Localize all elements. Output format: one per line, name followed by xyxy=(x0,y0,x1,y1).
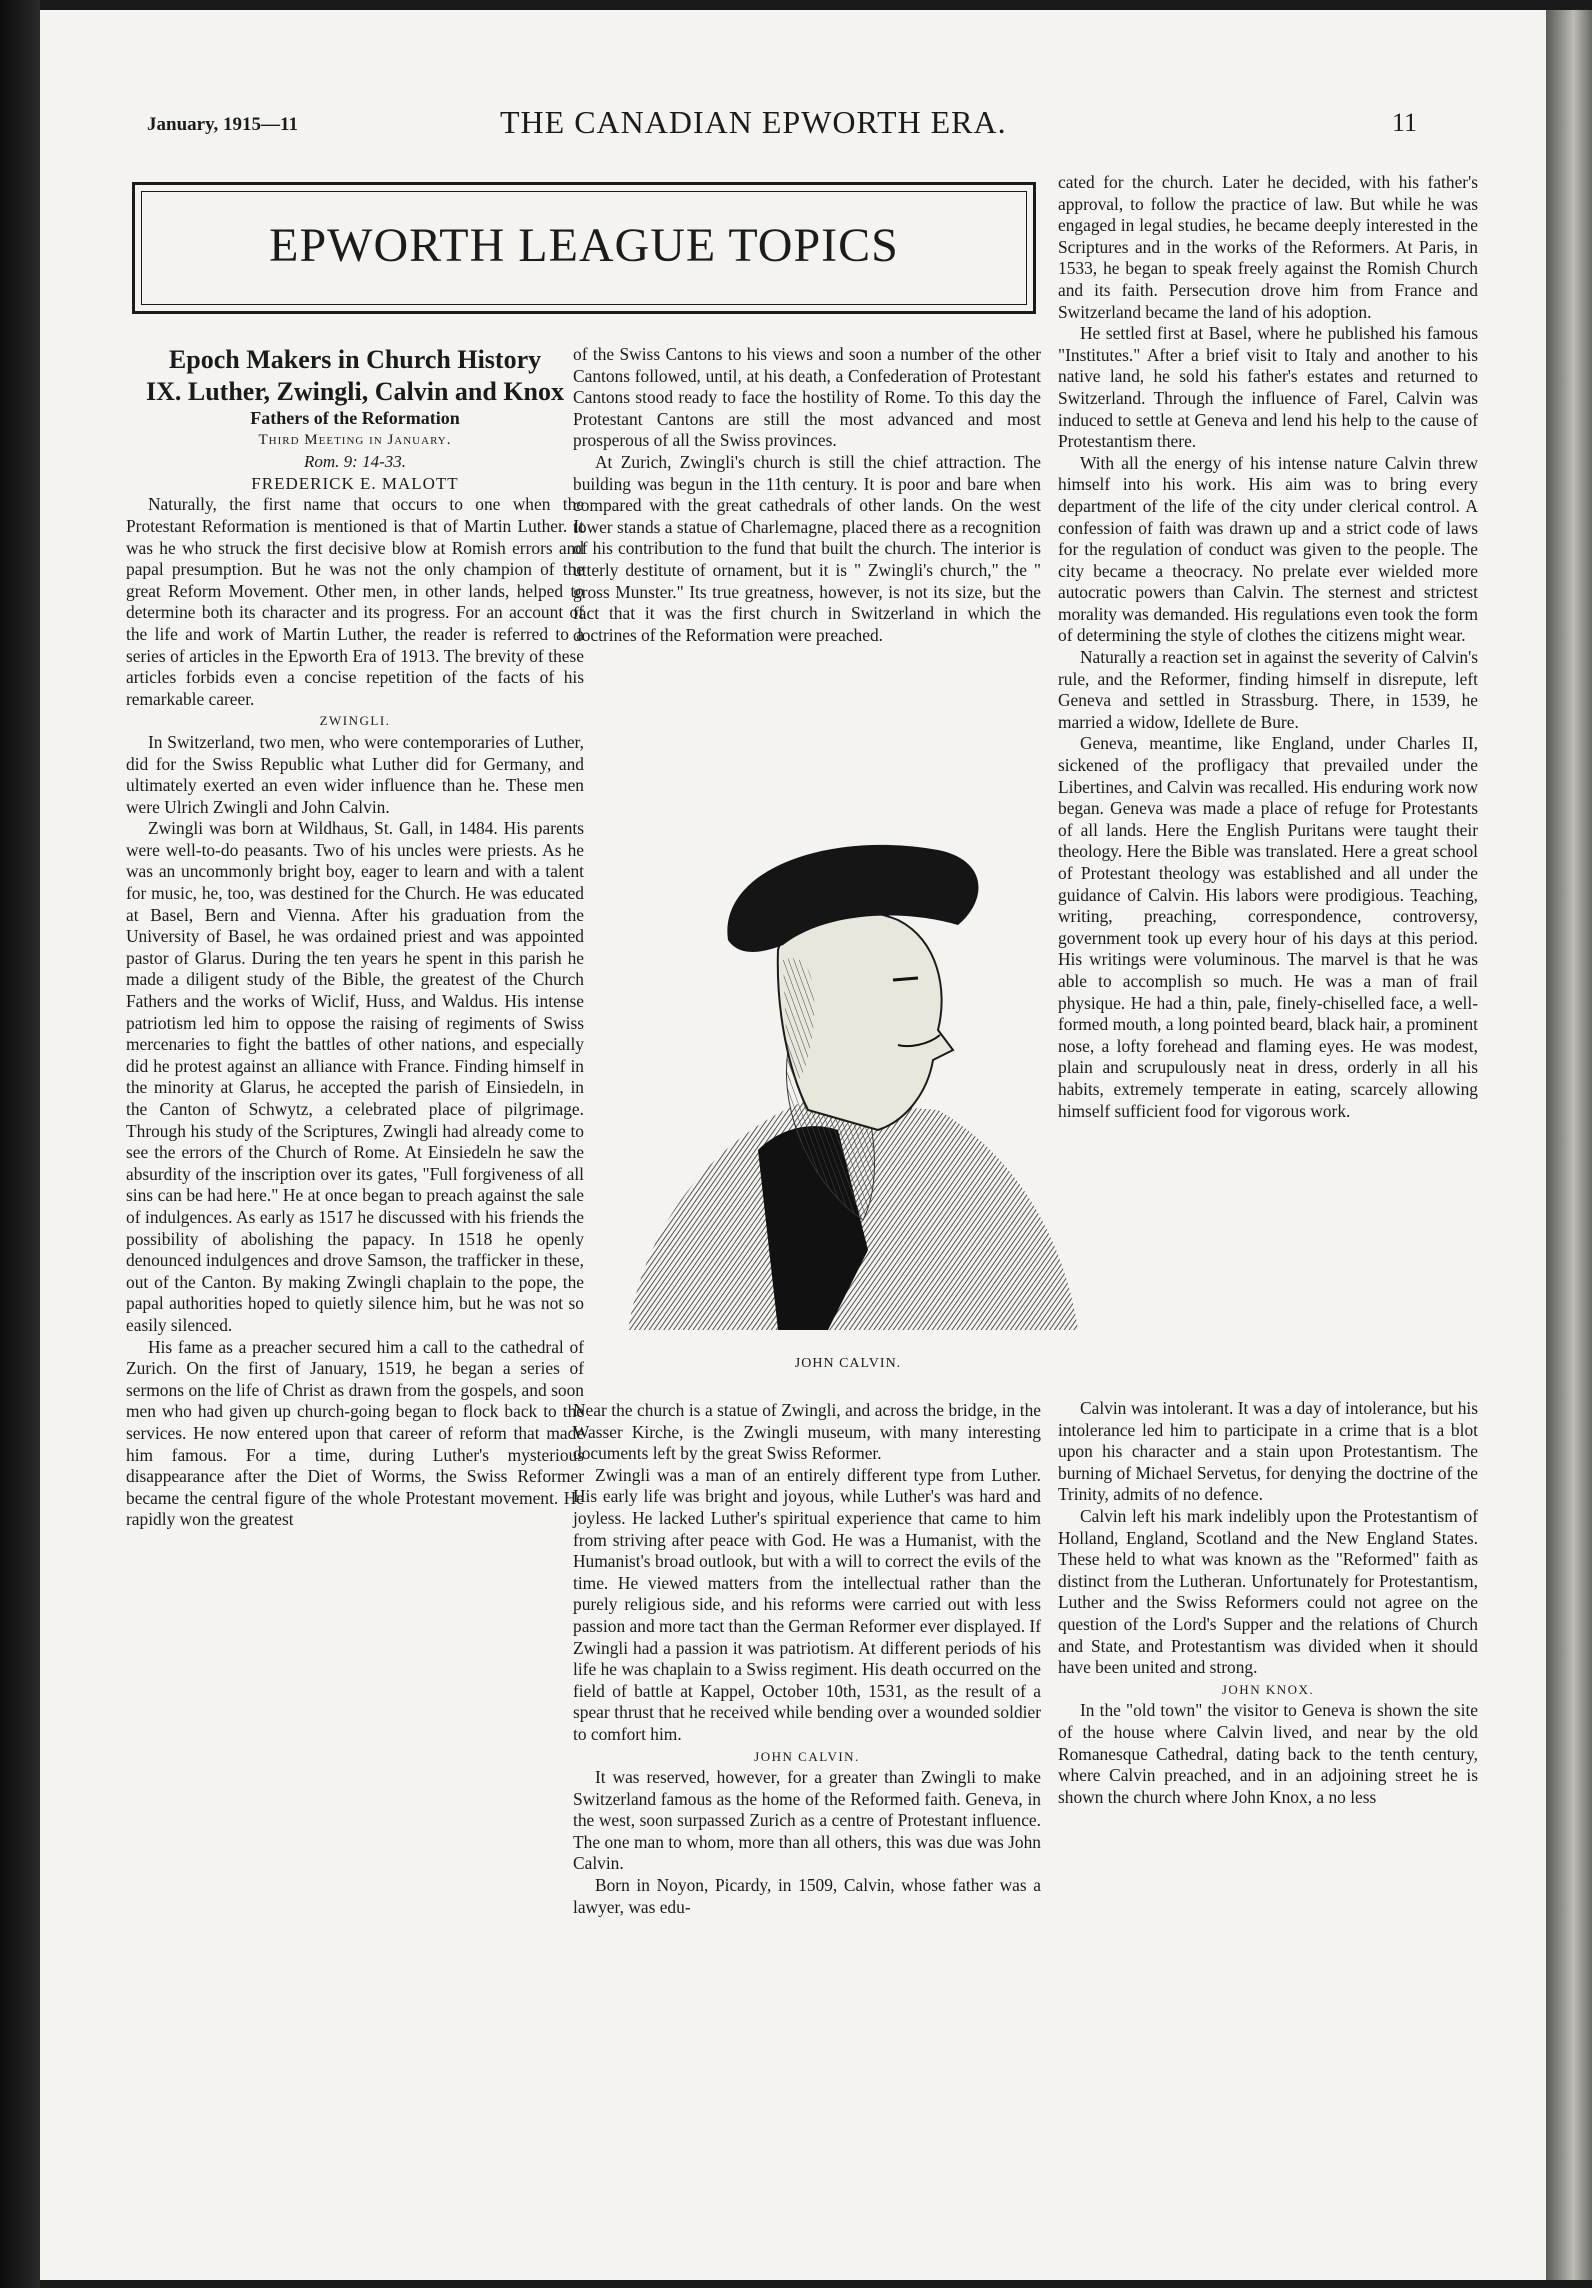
page-number: 11 xyxy=(1392,108,1418,137)
header-date: January, 1915—11 xyxy=(147,114,298,135)
column-1 xyxy=(126,344,584,1531)
paragraph: Naturally, the first name that occurs to one when the Protestant Reformation is mentioned is that of Martin Luther. It was he who struck the first decisive blow at Romish errors and papal presumption. But he was not the only champion of the great Reform Movement. Other men, in other lands, helped to determine both its character and its progress. For an account of the life and work of Martin Luther, the reader is referred to a series of articles in the Epworth Era of 1913. The brevity of these articles forbids even a concise repetition of the facts of his remarkable career. xyxy=(126,494,584,709)
john-calvin-portrait xyxy=(608,830,1088,1350)
paragraph: With all the energy of his intense nature Calvin threw himself into his work. His aim was to bring every department of the life of the city under clerical control. A confession of faith was drawn up and a strict code of laws for the regulation of conduct was given to the people. The city became a theocracy. No prelate ever wielded more autocratic powers than Calvin. The sternest and strictest morality was demanded. His regulations even took the form of determining the style of clothes the citizens might wear. xyxy=(1058,452,1478,646)
meeting-note: Third Meeting in January. xyxy=(258,431,452,448)
article-subheading: IX. Luther, Zwingli, Calvin and Knox xyxy=(145,377,565,406)
running-header xyxy=(40,98,1546,148)
paragraph: Zwingli was born at Wildhaus, St. Gall, in 1484. His parents were well-to-do peasants. Two of his uncles were priests. As he was an uncommonly bright boy, eager to learn and with a talent for music, he, too, was destined for the Church. He was educated at Basel, Bern and Vienna. After his graduation from the University of Basel, he was ordained priest and was appointed pastor of Glarus. During the ten years he spent in this parish he made a diligent study of the Bible, the greatest of the Church Fathers and the works of Wiclif, Huss, and Waldus. His intense patriotism led him to oppose the raising of regiments of Swiss mercenaries to fight the battles of other nations, and especially did he protest against an alliance with France. Finding himself in the minority at Glarus, he accepted the parish of Einsiedeln, in the Canton of Schwytz, a celebrated place of pilgrimage. Through his study of the Scriptures, Zwingli had already come to see the errors of the Church of Rome. At Einsiedeln he saw the absurdity of the inscription over its gates, "Full forgiveness of all sins can be had here." He at once began to preach against the sale of indulgences. As early as 1517 he discussed with his friends the possibility of abolishing the papacy. In 1518 he openly denounced indulgences and drove Samson, the trafficker in these, out of the Canton. By making Zwingli chaplain to the pope, the papal authorities hoped to quietly silence him, but he was not so easily silenced. xyxy=(126,818,584,1335)
paragraph: Born in Noyon, Picardy, in 1509, Calvin, whose father was a lawyer, was edu- xyxy=(573,1875,1041,1917)
scan-margin-left xyxy=(0,0,40,2288)
paragraph: Zwingli was a man of an entirely different type from Luther. His early life was bright and joyous, while Luther's was hard and joyless. He lacked Luther's spiritual experience that came to him from striving after peace with God. He was a Humanist, with the Humanist's broad outlook, but with a will to correct the evils of the time. He viewed matters from the intellectual rather than the purely religious side, and his reforms were carried out with less passion and more tact than the German Reformer ever displayed. If Zwingli had a passion it was patriotism. At different periods of his life he was chaplain to a Swiss regiment. His death occurred on the field of battle at Kappel, October 10th, 1531, as the result of a spear thrust that he received while bending over a wounded soldier to comfort him. xyxy=(573,1464,1041,1744)
paragraph: Naturally a reaction set in against the severity of Calvin's rule, and the Reformer, finding himself in disrepute, left Geneva and settled in Strassburg. There, in 1539, he married a widow, Idellete de Bure. xyxy=(1058,647,1478,732)
paragraph: Calvin was intolerant. It was a day of intolerance, but his intolerance led him to participate in a crime that is a blot upon his character and a stain upon Protestantism. The burning of Michael Servetus, for denying the doctrine of the Trinity, admits of no defence. xyxy=(1058,1398,1478,1505)
book-edge-right xyxy=(1546,10,1592,2280)
paragraph: Near the church is a statue of Zwingli, and across the bridge, in the Wasser Kirche, is the Zwingli museum, with many interesting documents left by the great Swiss Reformer. xyxy=(573,1400,1041,1464)
section-heading-calvin: JOHN CALVIN. xyxy=(754,1748,860,1764)
paragraph: cated for the church. Later he decided, with his father's approval, to follow the practice of law. But while he was engaged in legal studies, he became deeply interested in the Scriptures and in the works of the Reformers. At Paris, in 1533, he began to speak freely against the Romish Church and its faith. Persecution drove him from France and Switzerland became the land of his adoption. xyxy=(1058,172,1478,322)
article-tagline: Fathers of the Reformation xyxy=(250,408,460,428)
article-author: FREDERICK E. MALOTT xyxy=(251,473,459,493)
page xyxy=(40,10,1546,2280)
paragraph: At Zurich, Zwingli's church is still the chief attraction. The building was begun in the 11th century. It is poor and bare when compared with the great cathedrals of other lands. On the west tower stands a statue of Charlemagne, placed there as a recognition of his contribution to the fund that built the church. The interior is utterly destitute of ornament, but it is " Zwingli's church," the " gross Munster." Its true greatness, however, is not its size, but the fact that it was the first church in Switzerland in which the doctrines of the Reformation were preached. xyxy=(573,451,1041,645)
paragraph: Geneva, meantime, like England, under Charles II, sickened of the profligacy that prevailed under the Libertines, and Calvin was recalled. His enduring work now began. Geneva was made a place of refuge for Protestants of all lands. Here the English Puritans were taught their theology. Here the Bible was translated. Here a great school of Protestant theology was established and all under the guidance of Calvin. His labors were prodigious. Teaching, writing, preaching, correspondence, controversy, government took up every hour of his days at this period. His writings were voluminous. The marvel is that he was able to accomplish so much. He was a man of frail physique. He had a thin, pale, finely-chiselled face, a well-formed mouth, a long pointed beard, black hair, a prominent nose, a lofty forehead and flaming eyes. He was modest, plain and scrupulously neat in dress, orderly in all his habits, extremely temperate in eating, scarcely allowing himself sufficient food for vigorous work. xyxy=(1058,733,1478,1121)
column-2-top xyxy=(573,344,1041,646)
column-2-bottom xyxy=(573,1400,1041,1918)
paragraph: In the "old town" the visitor to Geneva is shown the site of the house where Calvin lived, and near by the old Romanesque Cathedral, dating back to the tenth century, where Calvin preached, and in an adjoining street he is shown the church where John Knox, a no less xyxy=(1058,1700,1478,1807)
portrait-caption: JOHN CALVIN. xyxy=(794,1356,902,1371)
paragraph: It was reserved, however, for a greater than Zwingli to make Switzerland famous as the home of the Reformed faith. Geneva, in the west, soon surpassed Zurich as a centre of Protestant influence. The one man to whom, more than all others, this was due was John Calvin. xyxy=(573,1767,1041,1874)
column-3 xyxy=(1058,172,1478,1122)
column-3-bottom xyxy=(1058,1398,1478,1808)
paragraph: His fame as a preacher secured him a call to the cathedral of Zurich. On the first of January, 1519, he began a series of sermons on the life of Christ as drawn from the gospels, and soon men who had given up church-going began to flock back to the services. He now entered upon that career of reform that made him famous. For a time, during Luther's mysterious disappearance after the Diet of Worms, the Swiss Reformer became the central figure of the whole Protestant movement. He rapidly won the greatest xyxy=(126,1336,584,1530)
paragraph: of the Swiss Cantons to his views and soon a number of the other Cantons followed, until, at his death, a Confederation of Protestant Cantons stood ready to face the hostility of Rome. To this day the Protestant Cantons are still the most advanced and most prosperous of all the Swiss provinces. xyxy=(573,344,1041,451)
section-heading-knox: JOHN KNOX. xyxy=(1221,1681,1315,1697)
section-heading-zwingli: ZWINGLI. xyxy=(319,713,391,729)
banner-inner-frame xyxy=(141,191,1027,305)
article-heading: Epoch Makers in Church History xyxy=(168,345,542,374)
header-title: THE CANADIAN EPWORTH ERA. xyxy=(500,104,1007,140)
paragraph: He settled first at Basel, where he published his famous "Institutes." After a brief visit to Italy and another to his native land, he sold his father's estates and returned to Switzerland. Through the influence of Farel, Calvin was induced to settle at Geneva and lend his help to the cause of Protestantism there. xyxy=(1058,323,1478,452)
scripture-reference: Rom. 9: 14-33. xyxy=(304,452,406,472)
paragraph: In Switzerland, two men, who were contemporaries of Luther, did for the Swiss Republic what Luther did for Germany, and ultimately exerted an even wider influence than he. These men were Ulrich Zwingli and John Calvin. xyxy=(126,731,584,817)
section-banner xyxy=(132,182,1036,314)
paragraph: Calvin left his mark indelibly upon the Protestantism of Holland, England, Scotland and the New England States. These held to what was known as the "Reformed" faith as distinct from the Lutheran. Unfortunately for Protestantism, Luther and the Swiss Reformers could not agree on the question of the Lord's Supper and the relations of Church and State, and Protestantism was divided when it should have been united and strong. xyxy=(1058,1505,1478,1678)
banner-title: EPWORTH LEAGUE TOPICS xyxy=(269,219,899,272)
